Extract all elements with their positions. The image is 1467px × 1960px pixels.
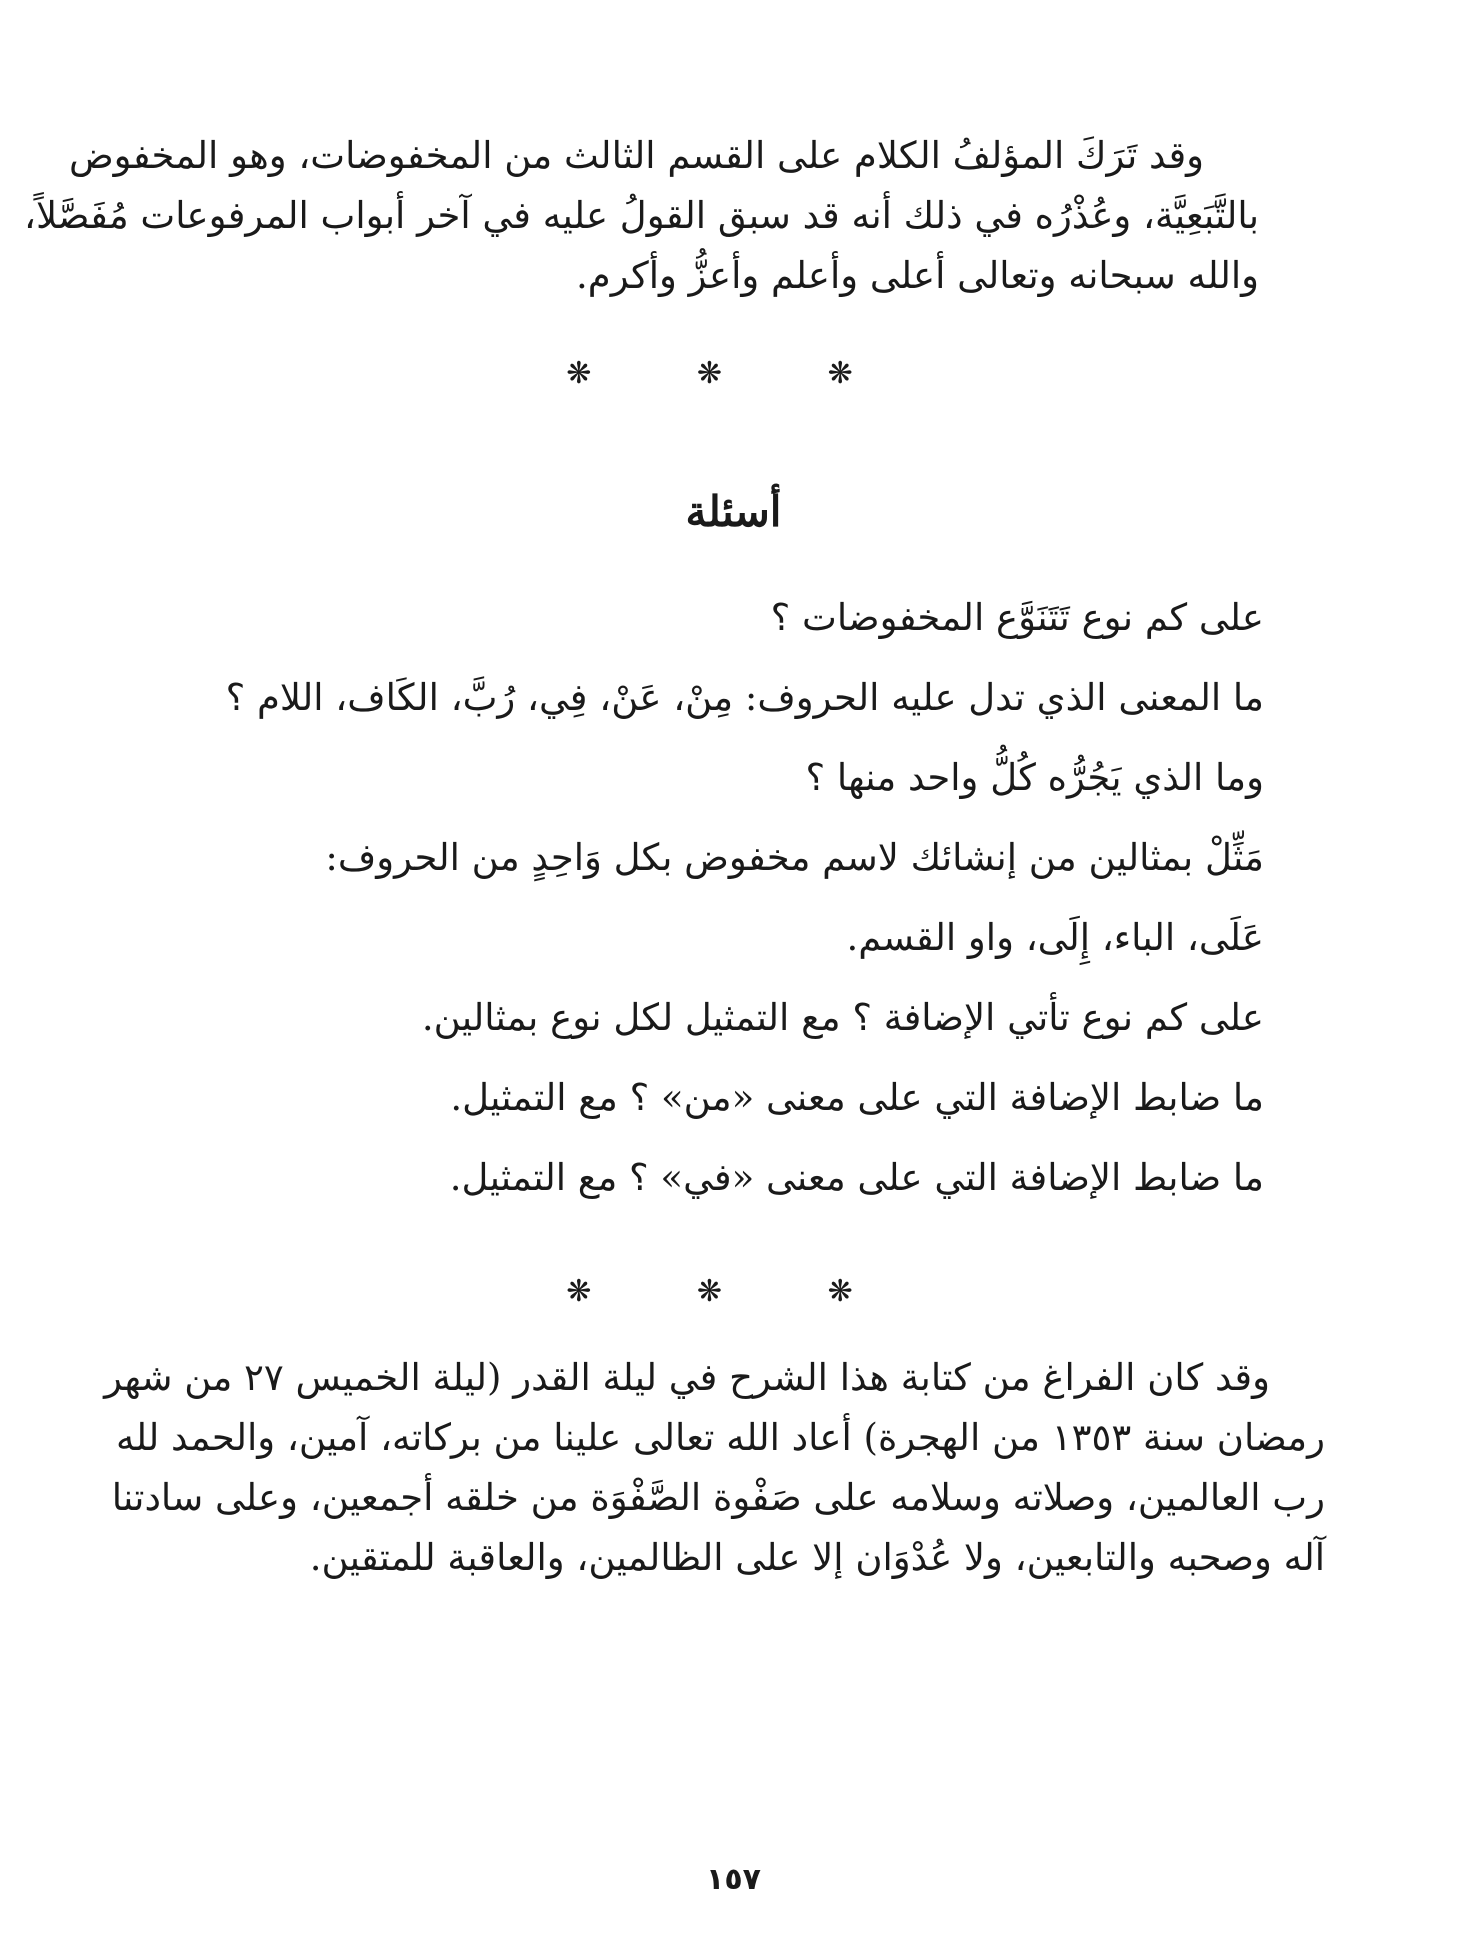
intro-line: بالتَّبَعِيَّة، وعُذْرُه في ذلك أنه قد سبق القولُ عليه في آخر أبواب المرفوعات مُفَصَّلاً، xyxy=(24,194,1259,237)
question-item: ما المعنى الذي تدل عليه الحروف: مِنْ، عَنْ، فِي، رُبَّ، الكَاف، اللام ؟ xyxy=(225,676,1264,719)
page-number: ١٥٧ xyxy=(706,1862,761,1897)
intro-line: وقد تَرَكَ المؤلفُ الكلام على القسم الثالث من المخفوضات، وهو المخفوض xyxy=(68,134,1204,177)
questions-list xyxy=(148,588,1264,1228)
intro-line: والله سبحانه وتعالى أعلى وأعلم وأعزُّ وأكرم. xyxy=(576,254,1259,297)
intro-paragraph xyxy=(24,126,1319,306)
closing-line: رب العالمين، وصلاته وسلامه على صَفْوة الصَّفْوَة من خلقه أجمعين، وعلى سادتنا xyxy=(111,1476,1325,1519)
closing-paragraph xyxy=(104,1348,1325,1588)
closing-line: رمضان سنة ١٣٥٣ من الهجرة) أعاد الله تعالى علينا من بركاته، آمين، والحمد لله xyxy=(115,1416,1325,1459)
section-heading: أسئلة xyxy=(685,487,782,536)
question-item: مَثِّلْ بمثالين من إنشائك لاسم مخفوض بكل وَاحِدٍ من الحروف: xyxy=(325,836,1264,879)
closing-line: وقد كان الفراغ من كتابة هذا الشرح في ليلة القدر (ليلة الخميس ٢٧ من شهر xyxy=(104,1356,1270,1399)
section-separator: ❋ ❋ ❋ xyxy=(566,356,901,391)
question-item: وما الذي يَجُرُّه كُلُّ واحد منها ؟ xyxy=(805,756,1264,799)
question-item: على كم نوع تأتي الإضافة ؟ مع التمثيل لكل نوع بمثالين. xyxy=(421,996,1264,1039)
section-separator: ❋ ❋ ❋ xyxy=(566,1274,901,1309)
question-item: على كم نوع تَتَنَوَّع المخفوضات ؟ xyxy=(770,596,1264,639)
question-item: ما ضابط الإضافة التي على معنى «في» ؟ مع التمثيل. xyxy=(449,1156,1264,1199)
question-item: ما ضابط الإضافة التي على معنى «من» ؟ مع التمثيل. xyxy=(450,1076,1264,1119)
question-item: عَلَى، الباء، إِلَى، واو القسم. xyxy=(846,916,1264,959)
closing-line: آله وصحبه والتابعين، ولا عُدْوَان إلا على الظالمين، والعاقبة للمتقين. xyxy=(309,1536,1325,1579)
